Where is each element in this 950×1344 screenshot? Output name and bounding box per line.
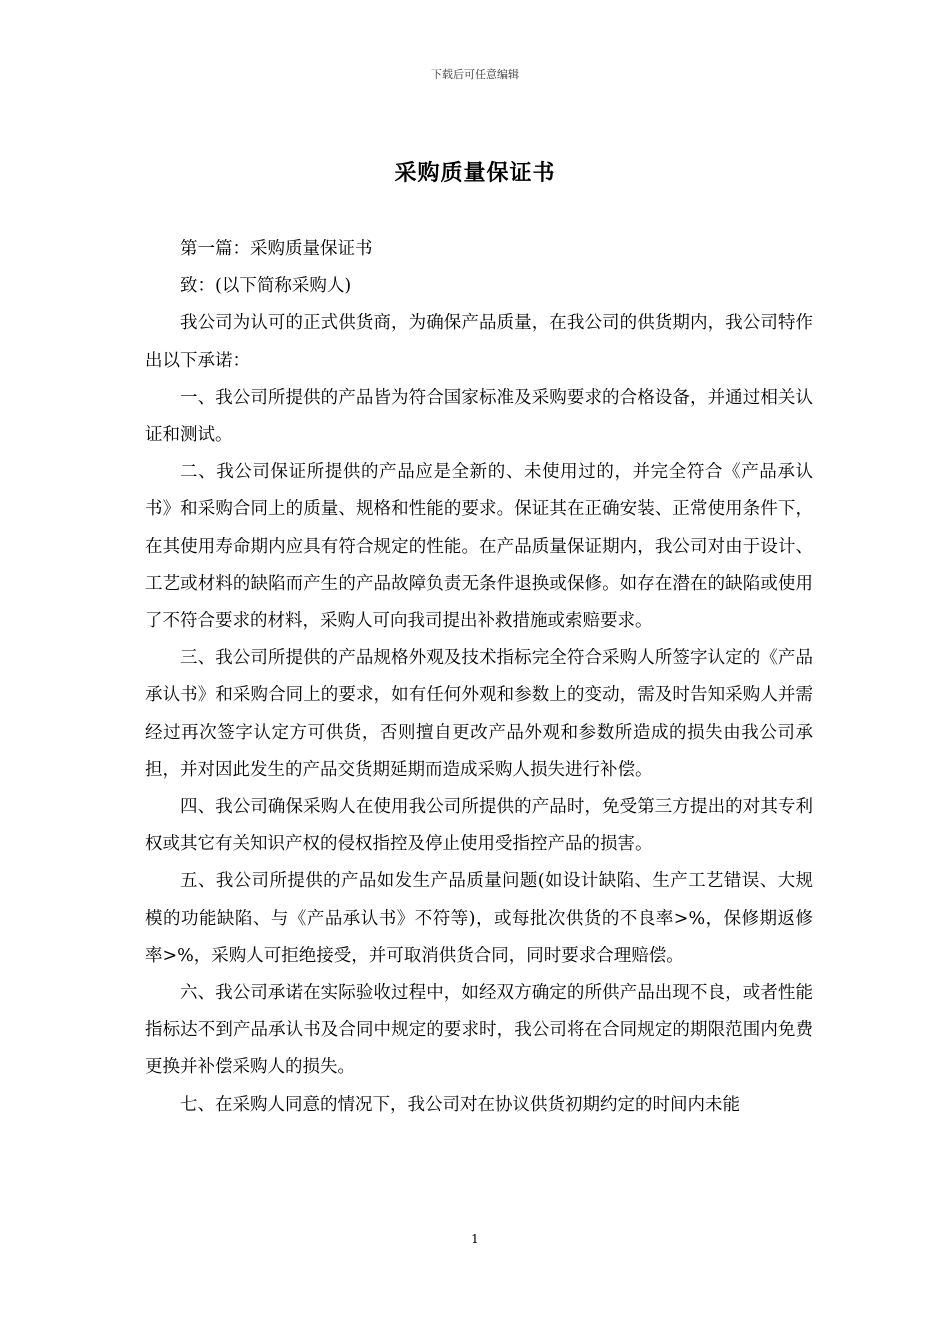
clause-7: 七、在采购人同意的情况下，我公司对在协议供货初期约定的时间内未能 [180, 1094, 740, 1115]
clause-4: 四、我公司确保采购人在使用我公司所提供的产品时，免受第三方提出的对其专利权或其它有关知识产权的侵权指控及停止使用受指控产品的损害。 [145, 797, 813, 855]
clause-6: 六、我公司承诺在实际验收过程中，如经双方确定的所供产品出现不良，或者性能指标达不到产品承认书及合同中规定的要求时，我公司将在合同规定的期限范围内免费更换并补偿采购人的损失。 [145, 983, 813, 1078]
document-body [145, 231, 813, 1124]
document-title: 采购质量保证书 [394, 160, 556, 186]
clause-5: 五、我公司所提供的产品如发生产品质量问题(如设计缺陷、生产工艺错误、大规模的功能缺陷、与《产品承认书》不符等)，或每批次供货的不良率>%，保修期返修率>%，采购人可拒绝接受，并可取消供货合同，同时要求合理赔偿。 [145, 871, 813, 966]
section-heading: 第一篇：采购质量保证书 [180, 239, 373, 259]
clause-1: 一、我公司所提供的产品皆为符合国家标准及采购要求的合格设备，并通过相关认证和测试。 [145, 387, 813, 446]
addressee-line: 致：(以下简称采购人) [180, 276, 352, 297]
clause-3: 三、我公司所提供的产品规格外观及技术指标完全符合采购人所签字认定的《产品承认书》和采购合同上的要求，如有任何外观和参数上的变动，需及时告知采购人并需经过再次签字认定方可供货，否则擅自更改产品外观和参数所造成的损失由我公司承担，并对因此发生的产品交货期延期而造成采购人损失进行补偿。 [145, 648, 813, 780]
intro-paragraph: 我公司为认可的正式供货商，为确保产品质量，在我公司的供货期内，我公司特作出以下承诺： [145, 313, 813, 371]
page-number: 1 [471, 1232, 479, 1246]
header-note: 下载后可任意编辑 [431, 68, 519, 81]
clause-2: 二、我公司保证所提供的产品应是全新的、未使用过的，并完全符合《产品承认书》和采购合同上的质量、规格和性能的要求。保证其在正确安装、正常使用条件下，在其使用寿命期内应具有符合规定的性能。在产品质量保证期内，我公司对由于设计、工艺或材料的缺陷而产生的产品故障负责无条件退换或保修。如存在潜在的缺陷或使用了不符合要求的材料，采购人可向我司提出补救措施或索赔要求。 [145, 462, 813, 632]
